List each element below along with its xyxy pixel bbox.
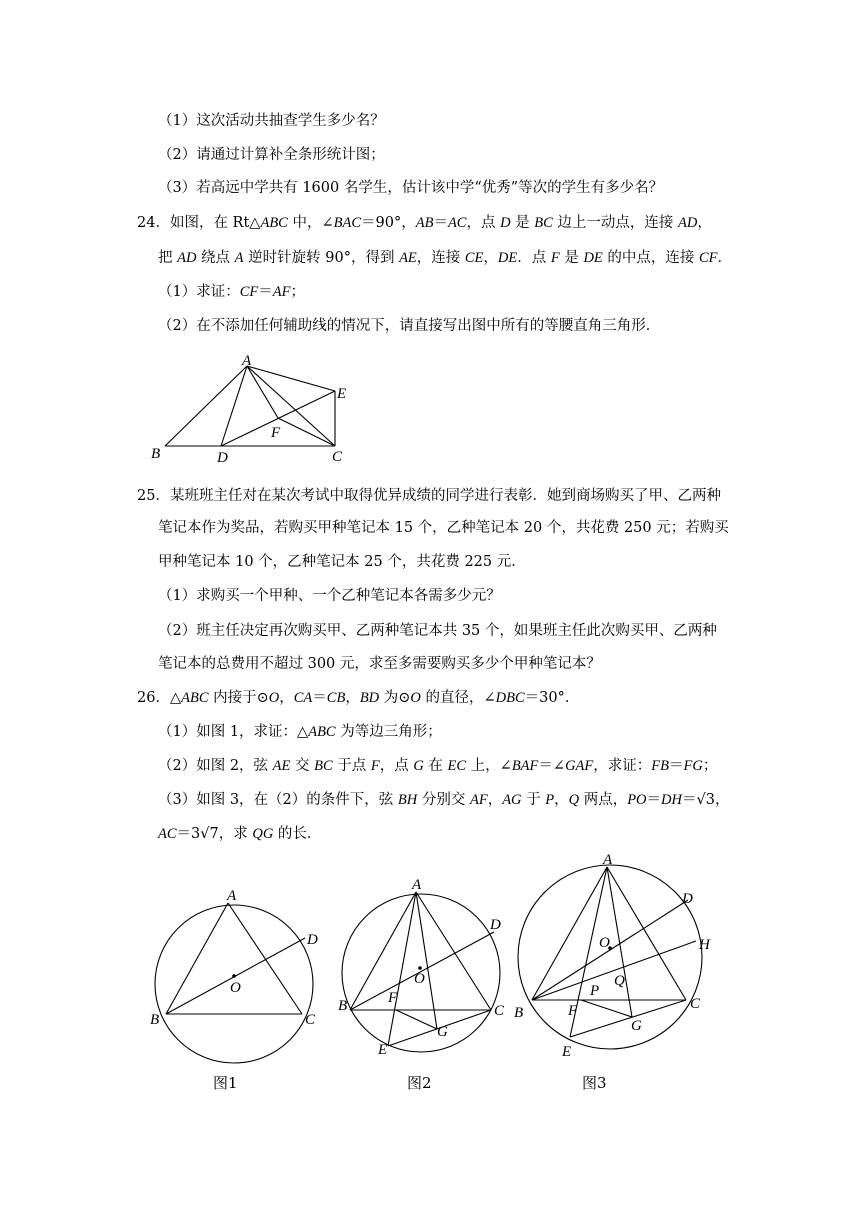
label-e: E [562,1044,572,1060]
q24-item-1: （1）求证：CF＝AF； [158,284,305,300]
caption-figure-2: 图2 [407,1074,432,1092]
q26-figure-3 [510,845,725,1060]
q23-item-1: （1）这次活动共抽查学生多少名？ [158,113,385,129]
q24-figure [145,350,360,465]
label-f: F [568,1003,578,1019]
q25-line-3: 甲种笔记本 10 个，乙种笔记本 25 个，共花费 225 元． [158,554,526,570]
label-a: A [412,877,422,893]
label-d: D [217,450,228,465]
label-e: E [378,1042,388,1058]
q23-item-2: （2）请通过计算补全条形统计图； [158,147,385,163]
caption-figure-3: 图3 [582,1074,607,1092]
label-c: C [332,449,343,465]
label-c: C [690,996,701,1012]
label-h: H [699,937,710,953]
q26-figure-1 [140,880,340,1070]
q23-item-3: （3）若高远中学共有 1600 名学生，估计该中学“优秀”等次的学生有多少名？ [158,180,664,196]
q25-item-2-line-1: （2）班主任决定再次购买甲、乙两种笔记本共 35 个，如果班主任此次购买甲、乙两种 [158,623,717,639]
label-b: B [151,446,161,462]
q24-line-2: 把 AD 绕点 A 逆时针旋转 90°，得到 AE，连接 CE，DE．点 F 是 DE 的中点，连接 CF． [158,250,733,266]
q25-line-2: 笔记本作为奖品，若购买甲种笔记本 15 个，乙种笔记本 20 个，共花费 250 元；若购买 [158,520,729,536]
q24-line-1: 24．如图，在 Rt△ABC 中，∠BAC＝90°，AB＝AC，点 D 是 BC 边上一动点，连接 AD， [137,215,712,231]
label-o: O [599,935,610,951]
caption-figure-1: 图1 [213,1074,238,1092]
q26-item-2: （2）如图 2，弦 AE 交 BC 于点 F，点 G 在 EC 上，∠BAF＝∠GAF，求证：FB＝FG； [158,758,718,774]
label-f: F [271,425,281,441]
label-p: P [590,983,600,999]
q26-figure-2 [330,870,520,1060]
circle-o [518,865,702,1049]
q26-item-3: （3）如图 3，在（2）的条件下，弦 BH 分别交 AF，AG 于 P，Q 两点，PO＝DH＝√3， [158,792,730,808]
label-b: B [514,1005,524,1021]
label-a: A [242,353,252,369]
label-g: G [631,1018,642,1034]
label-b: B [338,998,348,1014]
label-d: D [682,891,693,907]
label-o: O [414,971,425,987]
q24-item-2: （2）在不添加任何辅助线的情况下，请直接写出图中所有的等腰直角三角形． [158,318,661,334]
q25-line-1: 25．某班班主任对在某次考试中取得优异成绩的同学进行表彰．她到商场购买了甲、乙两种 [137,488,721,504]
q25-item-2-line-2: 笔记本的总费用不超过 300 元，求至多需要购买多少个甲种笔记本？ [158,656,601,672]
q26-line-1: 26．△ABC 内接于⊙O，CA＝CB，BD 为⊙O 的直径，∠DBC＝30°． [137,690,580,706]
segment-cf [278,418,335,446]
label-c: C [494,1003,505,1019]
label-b: B [150,1012,160,1028]
q25-item-1: （1）求购买一个甲种、一个乙种笔记本各需多少元？ [158,588,501,604]
label-d: D [307,932,318,948]
segment-ab [165,366,247,446]
label-d: D [490,917,501,933]
q26-item-3-cont: AC＝3√7，求 QG 的长． [158,826,322,842]
label-e: E [337,386,347,402]
q26-item-1: （1）如图 1，求证：△ABC 为等边三角形； [158,724,442,740]
label-g: G [437,1024,448,1040]
label-c: C [305,1012,316,1028]
label-q: Q [614,973,625,989]
label-o: O [230,980,241,996]
label-a: A [603,852,613,868]
label-f: F [388,990,398,1006]
label-a: A [227,888,237,904]
